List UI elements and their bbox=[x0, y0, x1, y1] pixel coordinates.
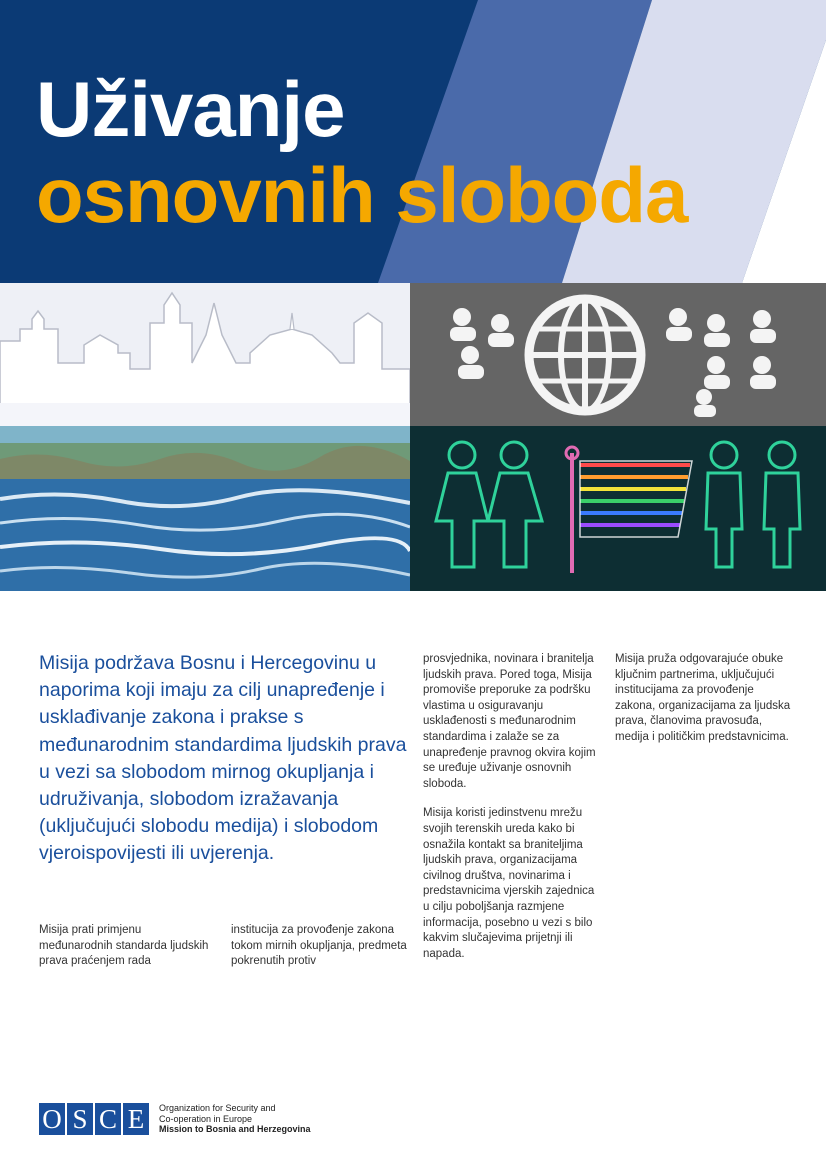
osce-logo-letter-s: S bbox=[67, 1103, 93, 1135]
body-column-3 bbox=[423, 652, 601, 976]
body-column-3-paragraph-1: prosvjednika, novinara i branitelja ljudskih prava. Pored toga, Misija promoviše preporuke za podršku vlastima u osiguravanju usklađenosti s međunarodnim standardima i zalaže se za unapređenje pravnog okvira kojim se uređuje uživanje osnovnih sloboda. bbox=[423, 653, 596, 790]
osce-logo-letter-c: C bbox=[95, 1103, 121, 1135]
body-column-2 bbox=[231, 923, 409, 984]
header-banner bbox=[0, 0, 826, 283]
body-column-2-paragraph-1: institucija za provođenje zakona tokom mirnih okupljanja, predmeta pokrenutih protiv bbox=[231, 924, 407, 968]
body-column-4 bbox=[615, 652, 793, 760]
osce-logo bbox=[39, 1103, 151, 1135]
image-collage bbox=[0, 283, 826, 591]
osce-logo-letter-e: E bbox=[123, 1103, 149, 1135]
mission-name: Mission to Bosnia and Herzegovina bbox=[159, 1124, 311, 1134]
globe-and-people-photo bbox=[410, 283, 826, 426]
couples-and-rainbow-flag-photo bbox=[410, 426, 826, 591]
organization-name-line-1: Organization for Security and bbox=[159, 1103, 276, 1113]
page-title-line-1: Uživanje bbox=[36, 65, 345, 153]
organization-name-line-2: Co-operation in Europe bbox=[159, 1113, 253, 1124]
organization-name bbox=[159, 1103, 311, 1135]
osce-logo-letter-o: O bbox=[39, 1103, 65, 1135]
body-column-1-paragraph-1: Misija prati primjenu međunarodnih standarda ljudskih prava praćenjem rada bbox=[39, 924, 209, 968]
city-skyline-photo bbox=[0, 283, 410, 426]
body-column-3-paragraph-2: Misija koristi jedinstvenu mrežu svojih terenskih ureda kako bi osnažila kontakt sa braniteljima ljudskih prava, organizacijama civilnog društva, novinarima i predstavnicima vjerskih zajednica u cilju poboljšanja razmjene informacija, posebno u vezi s bilo kakvim slučajevima prijetnji ili napada. bbox=[423, 807, 595, 960]
lead-paragraph: Misija podržava Bosnu i Hercegovinu u naporima koji imaju za cilj unapređenje i usklađivanje zakona i prakse s međunarodnim standardima ljudskih prava u vezi sa slobodom mirnog okupljanja i udruživanja, slobodom izražavanja (uključujući slobodu medija) i slobodom vjeroispovijesti ili uvjerenja. bbox=[39, 652, 407, 865]
river-landscape-photo bbox=[0, 426, 410, 591]
body-column-4-paragraph-1: Misija pruža odgovarajuće obuke ključnim partnerima, uključujući institucijama za provođenje zakona, organizacijama za ljudska prava, članovima pravosuđa, medija i političkim predstavnicima. bbox=[615, 653, 791, 743]
body-column-1 bbox=[39, 923, 214, 984]
page-title-line-2: osnovnih sloboda bbox=[36, 151, 688, 239]
